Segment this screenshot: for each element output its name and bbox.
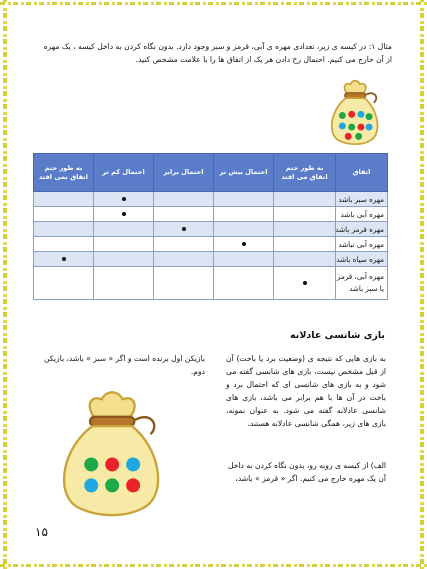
table-header-row [34,154,388,192]
page-border-left [3,0,7,569]
table-header-cell: احتمال برابر [154,154,214,192]
bead-red [348,111,355,118]
table-cell [214,192,274,207]
row-label: مهره قرمز باشد [336,222,388,237]
bead-green [348,124,355,131]
table-row [34,192,388,207]
table-cell [154,267,214,300]
page-border-bottom [0,564,427,567]
table-cell [34,222,94,237]
game-a-continuation: بازیکن اول برنده است و اگر « سبز » باشد، بازیکن دوم. [43,354,205,376]
table-cell [34,192,94,207]
table-header-cell: به طور حتم اتفاق نمی افتد [34,154,94,192]
table-cell [94,192,154,207]
table-cell [154,207,214,222]
table-cell [274,267,336,300]
bead-blue [126,457,140,471]
bead-red [126,478,140,492]
probability-table [33,153,388,300]
table-cell [94,207,154,222]
table-cell [274,192,336,207]
table-cell [274,222,336,237]
table-row [34,237,388,252]
table-cell [94,252,154,267]
check-mark [242,242,246,246]
row-label-line: یا سبز باشد [349,284,384,293]
table-cell [214,207,274,222]
table-cell [34,267,94,300]
check-mark [122,212,126,216]
table-cell [214,267,274,300]
bead-green [366,113,373,120]
table-cell [274,207,336,222]
bead-blue [357,111,364,118]
table-cell [34,207,94,222]
table-cell [94,222,154,237]
example-line-1: مثال ۱: در کیسه ی زیر، تعدادی مهره ی آبی، قرمز و سبز وجود دارد. بدون نگاه کردن به داخل کیسه ، یک مهره [43,42,392,51]
bead-blue [366,124,373,131]
row-label-line: مهره آبی، قرمز [337,272,384,281]
row-label: مهره آبی نباشد [336,237,388,252]
table-cell [154,237,214,252]
bead-green [339,112,346,119]
example-line-2: از آن خارج می کنیم. احتمال رخ دادن هر یک از اتفاق ها را با علامت مشخص کنید. [135,55,392,64]
check-mark [182,227,186,231]
table-cell [274,237,336,252]
table-row [34,252,388,267]
fair-game-definition: به بازی هایی که نتیجه ی (وضعیت برد یا باخت) آن از قبل مشخص نیست، بازی های شانسی گفته می شود و به بازی های شانسی ای که احتمال برد و باخت در آن ها با هم برابر می باشد، بازی های شانسی عادلانه گفته می شود. به عنوان نمونه، بازی های زیر، همگی شانسی عادلانه هستند. [226,354,386,428]
bead-red [345,133,352,140]
table-cell [274,252,336,267]
table-cell [214,237,274,252]
bead-green [84,457,98,471]
bead-bag-illustration-small [325,77,383,147]
check-mark [62,257,66,261]
table-row [34,222,388,237]
table-cell [94,267,154,300]
table-cell [154,192,214,207]
table-cell [34,237,94,252]
bead-blue [84,478,98,492]
table-cell [154,222,214,237]
table-header-cell: احتمال کم تر [94,154,154,192]
bead-red [357,124,364,131]
bead-green [105,478,119,492]
page-number: ۱۵ [35,525,48,539]
table-cell [34,252,94,267]
bead-blue [339,122,346,129]
check-mark [122,197,126,201]
row-label: مهره سیاه باشد [336,252,388,267]
bead-red [105,457,119,471]
table-header-cell: اتفاق [336,154,388,192]
check-mark [303,281,307,285]
table-header-cell: احتمال بیش تر [214,154,274,192]
game-a-text: الف) از کیسه ی روبه رو، بدون نگاه کردن به داخل آن یک مهره خارج می کنیم. اگر « قرمز » باشد، [228,461,386,483]
page-border-top [0,2,427,5]
example-text [28,40,392,66]
page-border-right [420,0,424,569]
row-label [336,267,388,300]
table-row [34,207,388,222]
section-title: بازی شانسی عادلانه [289,330,385,341]
bead-green [355,133,362,140]
table-cell [154,252,214,267]
table-cell [94,237,154,252]
table-cell [214,222,274,237]
table-row [34,267,388,300]
bead-bag-illustration-large [52,390,170,518]
table-header-cell: به طور حتم اتفاق می افتد [274,154,336,192]
row-label: مهره آبی باشد [336,207,388,222]
row-label: مهره سبز باشد [336,192,388,207]
table-cell [214,252,274,267]
